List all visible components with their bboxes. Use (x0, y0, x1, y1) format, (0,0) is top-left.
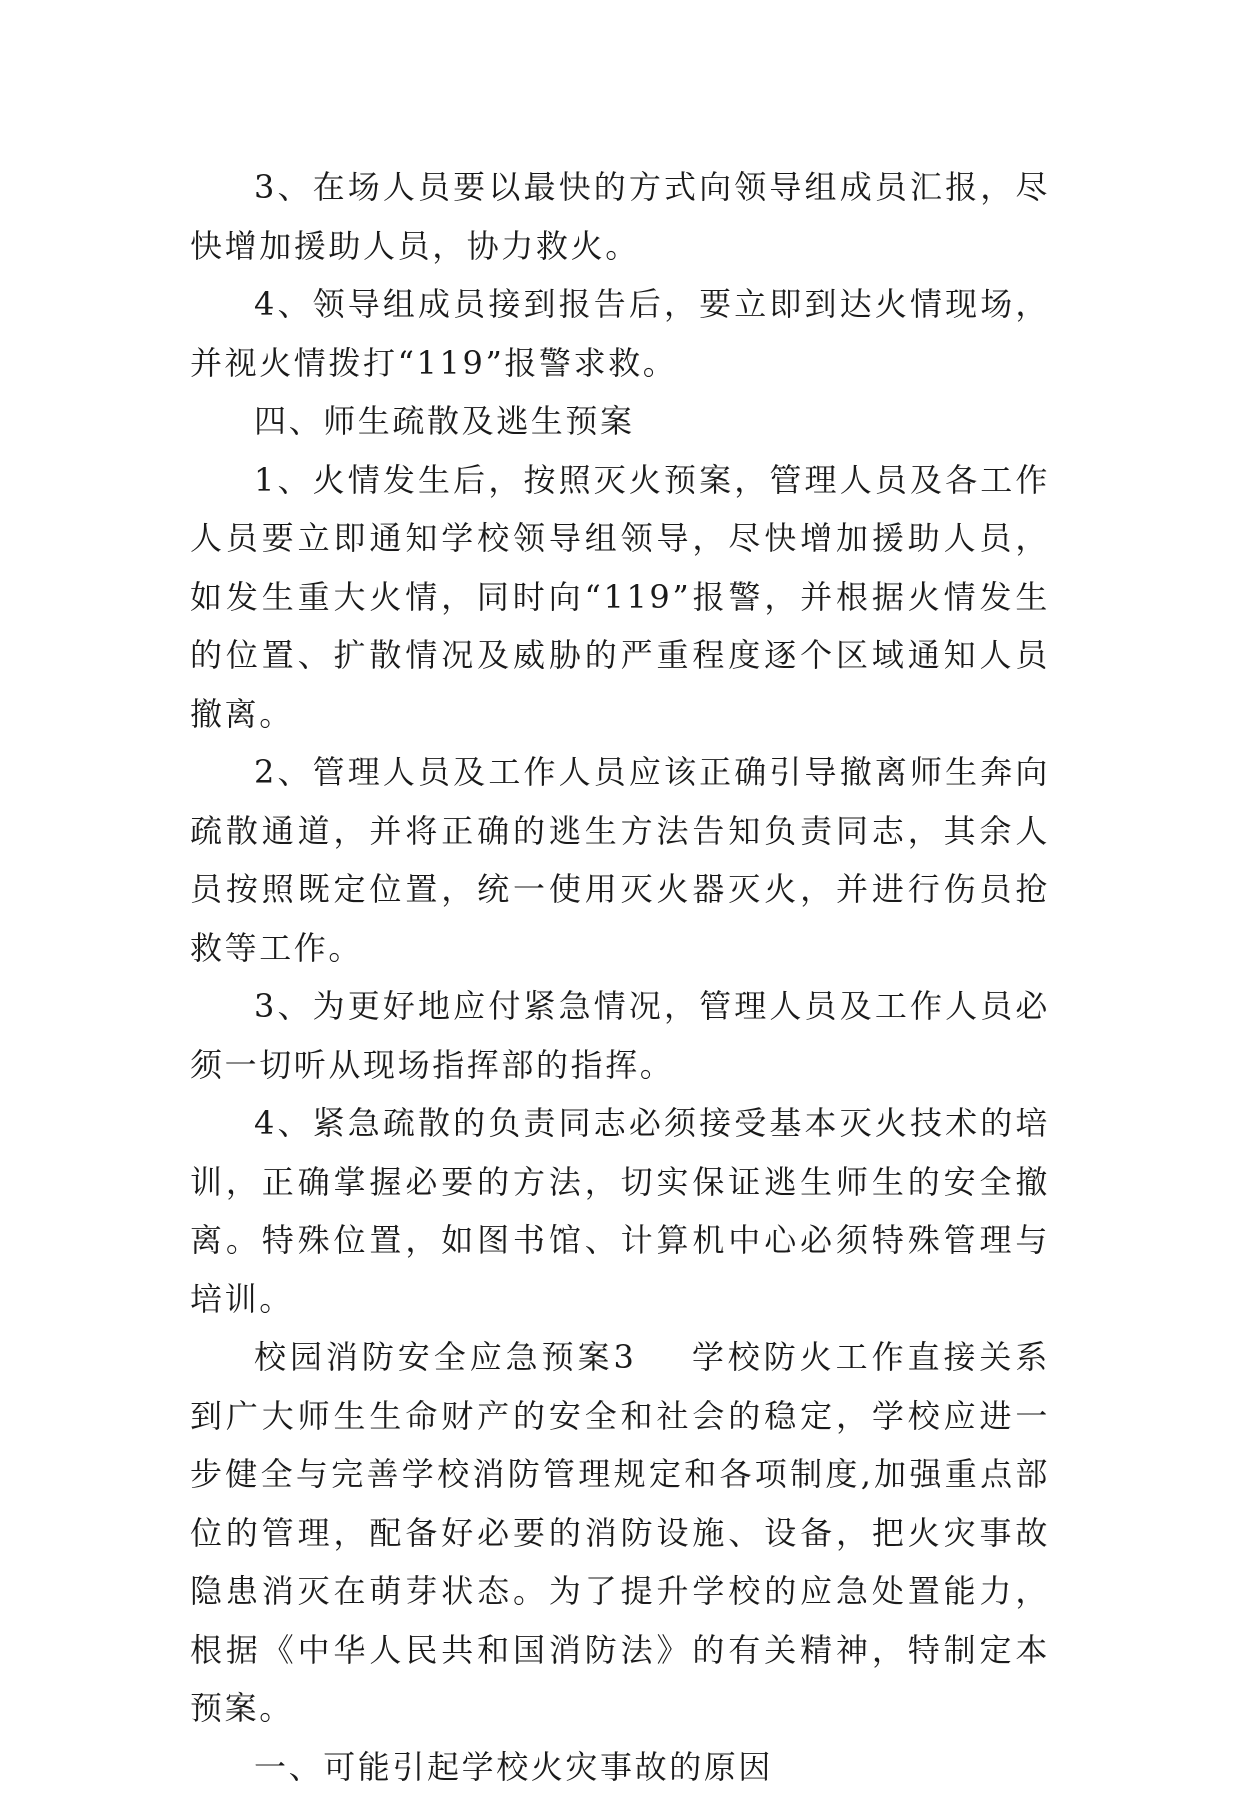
paragraph-report-to-leaders: 3、在场人员要以最快的方式向领导组成员汇报，尽快增加援助人员，协力救火。 (190, 158, 1050, 275)
paragraph-follow-command: 3、为更好地应付紧急情况，管理人员及工作人员必须一切听从现场指挥部的指挥。 (190, 977, 1050, 1094)
heading-evacuation-plan: 四、师生疏散及逃生预案 (190, 392, 1050, 451)
paragraph-notify-evacuate: 1、火情发生后，按照灭火预案，管理人员及各工作人员要立即通知学校领导组领导，尽快增加援助人员，如发生重大火情，同时向“119”报警，并根据火情发生的位置、扩散情况及威胁的严重程度逐个区域通知人员撤离。 (190, 451, 1050, 744)
paragraph-leaders-to-scene: 4、领导组成员接到报告后，要立即到达火情现场，并视火情拨打“119”报警求救。 (190, 275, 1050, 392)
document-body (190, 158, 1050, 1796)
paragraph-section-3-intro (190, 1328, 1050, 1738)
section-body: 学校防火工作直接关系到广大师生生命财产的安全和社会的稳定，学校应进一步健全与完善学校消防管理规定和各项制度,加强重点部位的管理，配备好必要的消防设施、设备，把火灾事故隐患消灭在萌芽状态。为了提升学校的应急处置能力，根据《中华人民共和国消防法》的有关精神，特制定本预案。 (190, 1338, 1050, 1727)
paragraph-training: 4、紧急疏散的负责同志必须接受基本灭火技术的培训，正确掌握必要的方法，切实保证逃生师生的安全撤离。特殊位置，如图书馆、计算机中心必须特殊管理与培训。 (190, 1094, 1050, 1328)
heading-fire-causes: 一、可能引起学校火灾事故的原因 (190, 1738, 1050, 1796)
paragraph-guide-evacuation: 2、管理人员及工作人员应该正确引导撤离师生奔向疏散通道，并将正确的逃生方法告知负责同志，其余人员按照既定位置，统一使用灭火器灭火，并进行伤员抢救等工作。 (190, 743, 1050, 977)
section-title: 校园消防安全应急预案3 (254, 1338, 636, 1376)
